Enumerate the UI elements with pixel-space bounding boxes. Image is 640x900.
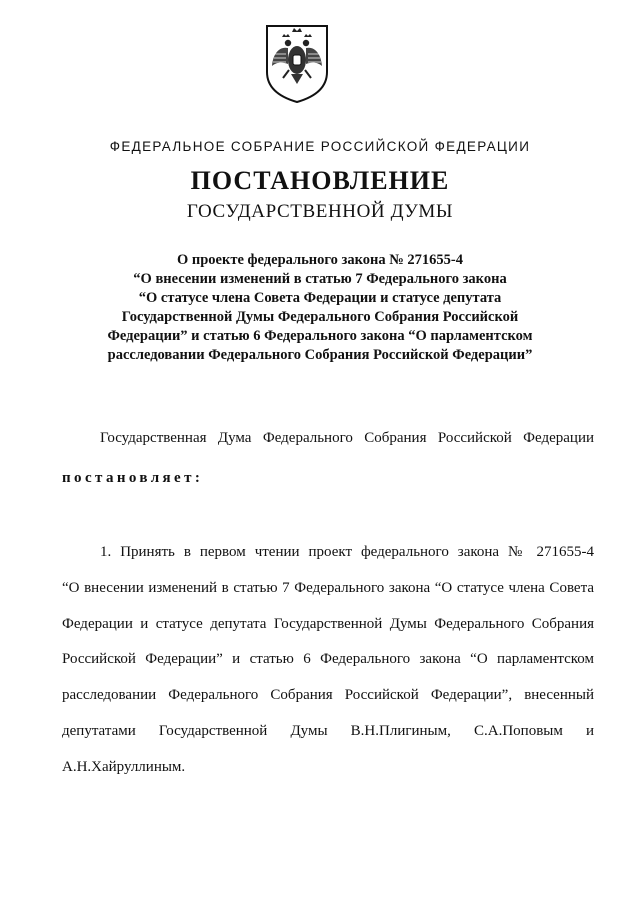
subject-line: О проекте федерального закона № 271655-4 (176, 252, 464, 268)
subject-line: “О внесении изменений в статью 7 Федерального закона (133, 271, 507, 287)
subject-line: Федерации” и статью 6 Федерального закона “О парламентском (107, 328, 533, 344)
paragraph-line: 1. Принять в первом чтении проект федерального закона № 271655-4 (100, 544, 594, 560)
paragraph-line: “О внесении изменений в статью 7 Федерального закона “О статусе члена Совета (62, 579, 594, 596)
paragraph-line: расследовании Федерального Собрания Российской Федерации”, внесенный (62, 687, 594, 704)
coat-of-arms-icon (265, 24, 329, 104)
document-type: ПОСТАНОВЛЕНИЕ (190, 166, 450, 195)
paragraph-line: Российской Федерации” и статью 6 Федерального закона “О парламентском (62, 651, 594, 668)
subject-line: Государственной Думы Федерального Собрания Российской (121, 309, 519, 325)
paragraph-line: А.Н.Хайруллиным. (62, 758, 186, 775)
document-subject (60, 251, 580, 365)
paragraph-1 (62, 535, 594, 786)
resolves-word: постановляет: (62, 470, 204, 486)
subject-line: расследовании Федерального Собрания Российской Федерации” (107, 347, 533, 363)
paragraph-line: Федерации и статусе депутата Государственной Думы Федерального Собрания (62, 615, 594, 632)
document-subtype: ГОСУДАРСТВЕННОЙ ДУМЫ (186, 201, 454, 222)
subject-line: “О статусе члена Совета Федерации и статусе депутата (138, 290, 502, 306)
preamble-text: Государственная Дума Федерального Собрания Российской Федерации (100, 430, 594, 446)
paragraph-line: депутатами Государственной Думы В.Н.Плигиным, С.А.Поповым и (62, 722, 594, 739)
organization-name: ФЕДЕРАЛЬНОЕ СОБРАНИЕ РОССИЙСКОЙ ФЕДЕРАЦИИ (109, 139, 531, 154)
